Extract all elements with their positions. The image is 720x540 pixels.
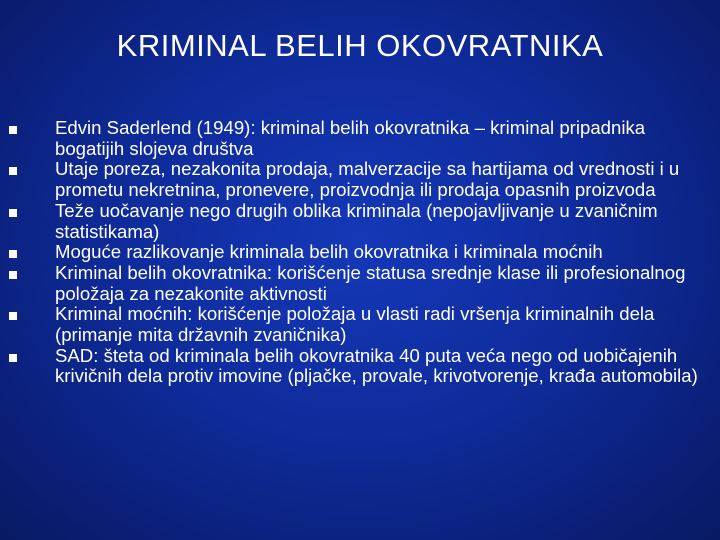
- bullet-item: [0, 346, 720, 387]
- bullet-item: [0, 159, 720, 200]
- bullet-text: Teže uočavanje nego drugih oblika kriminala (nepojavljivanje u zvaničnim statistikama): [55, 199, 658, 242]
- square-bullet-icon: [9, 167, 17, 175]
- bullet-text: Edvin Saderlend (1949): kriminal belih okovratnika – kriminal pripadnika bogatijih slojeva društva: [55, 117, 646, 159]
- square-bullet-icon: [9, 126, 17, 134]
- bullet-item: [0, 304, 720, 345]
- square-bullet-icon: [9, 209, 17, 217]
- bullet-text: Moguće razlikovanje kriminala belih okovratnika i kriminala moćnih: [55, 241, 603, 263]
- bullet-list: [0, 118, 720, 387]
- bullet-item: [0, 201, 720, 242]
- slide-title: KRIMINAL BELIH OKOVRATNIKA: [116, 28, 604, 63]
- bullet-text: Utaje poreza, nezakonita prodaja, malverzacije sa hartijama od vrednosti i u prometu nekretnina, pronevere, proizvodnja ili prodaja opasnih proizvoda: [55, 158, 680, 201]
- bullet-text: Kriminal belih okovratnika: korišćenje statusa srednje klase ili profesionalnog položaja za nezakonite aktivnosti: [55, 261, 686, 304]
- bullet-text: Kriminal moćnih: korišćenje položaja u vlasti radi vršenja kriminalnih dela (primanje mita državnih zvaničnika): [55, 303, 655, 346]
- bullet-text: SAD: šteta od kriminala belih okovratnika 40 puta veća nego od uobičajenih krivičnih dela protiv imovine (pljačke, provale, krivotvorenje, krađa automobila): [55, 344, 698, 387]
- bullet-item: [0, 263, 720, 304]
- square-bullet-icon: [9, 354, 17, 362]
- square-bullet-icon: [9, 271, 17, 279]
- square-bullet-icon: [9, 250, 17, 258]
- square-bullet-icon: [9, 312, 17, 320]
- bullet-item: [0, 242, 720, 263]
- bullet-item: [0, 118, 720, 159]
